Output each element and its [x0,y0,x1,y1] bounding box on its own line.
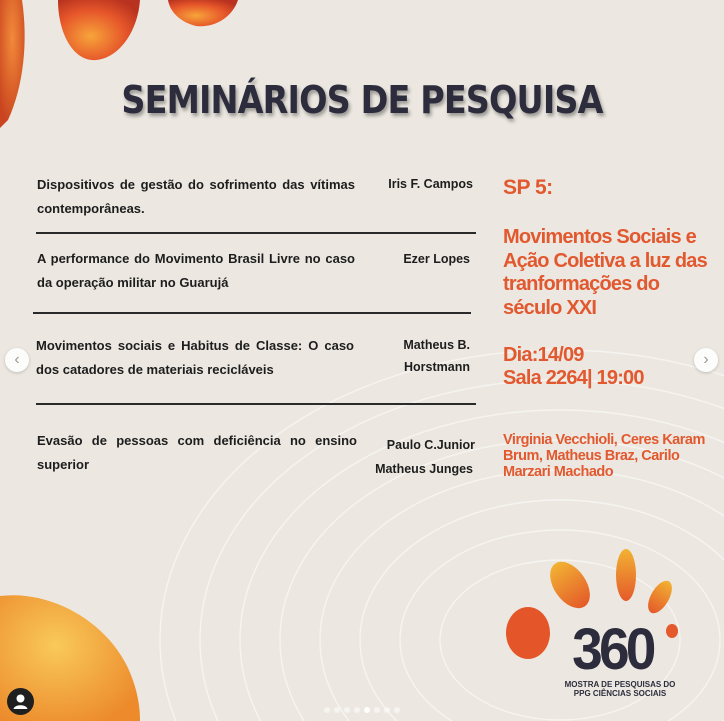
session-day: Dia:14/09 [503,344,584,366]
talk-title-1: Dispositivos de gestão do sofrimento das vítimas contemporâneas. [37,177,355,216]
talk-title-2: A performance do Movimento Brasil Livre no caso da operação militar no Guarujá [37,251,355,290]
carousel-dot [384,707,390,713]
talk-title-4: Evasão de pessoas com deficiência no ensino superior [37,433,357,472]
logo-number: 360 [572,617,653,682]
session-people: Virginia Vecchioli, Ceres Karam Brum, Matheus Braz, Carilo Marzari Machado [503,432,705,480]
carousel-dot [344,707,350,713]
user-icon [7,688,34,715]
carousel-dot-active [364,707,370,713]
chevron-right-icon[interactable]: › [694,348,718,372]
carousel-dot [374,707,380,713]
logo-text-line2: PPG CIÊNCIAS SOCIAIS [573,689,667,698]
session-label: SP 5: [503,176,553,199]
talk-author-4b: Matheus Junges [375,462,473,476]
page-title: SEMINÁRIOS DE PESQUISA [121,78,603,122]
talk-title-3: Movimentos sociais e Habitus de Classe: O caso dos catadores de materiais recicláveis [36,338,354,377]
talk-author-3a: Matheus B. [403,338,470,352]
carousel-dot [334,707,340,713]
carousel-dot [394,707,400,713]
talk-author-1: Iris F. Campos [388,177,473,191]
divider [33,312,471,314]
carousel-dot [324,707,330,713]
session-title: Movimentos Sociais e Ação Coletiva a luz das tranformações do século XXI [503,226,707,319]
carousel-dot [354,707,360,713]
chevron-left-icon[interactable]: ‹ [5,348,29,372]
talk-author-3b: Horstmann [404,360,470,374]
logo-text-line1: MOSTRA DE PESQUISAS DO [564,680,676,689]
talk-author-4a: Paulo C.Junior [386,438,475,452]
talk-author-2: Ezer Lopes [403,252,470,266]
divider [36,403,476,405]
user-tag-button[interactable] [7,688,34,715]
divider [36,232,476,234]
session-room: Sala 2264| 19:00 [503,367,644,389]
